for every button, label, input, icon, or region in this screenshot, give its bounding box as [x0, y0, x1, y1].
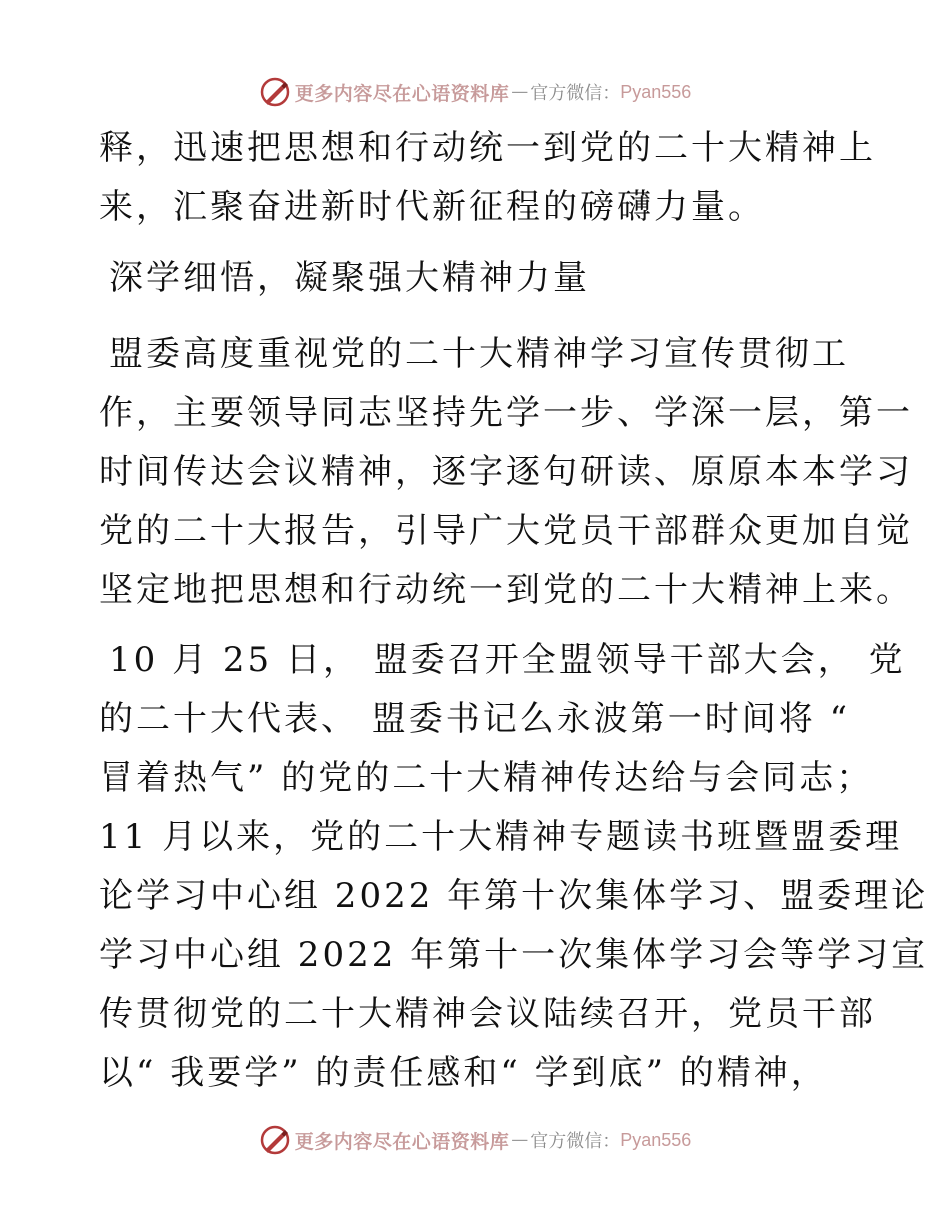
- text-line: 来，汇聚奋进新时代新征程的磅礴力量。: [99, 187, 765, 227]
- text-line: 坚定地把思想和行动统一到党的二十大精神上来。: [99, 570, 913, 610]
- text-line: 盟委高度重视党的二十大精神学习宣传贯彻工: [109, 334, 849, 374]
- text-line: 的二十大代表、 盟委书记么永波第一时间将 “: [99, 699, 850, 739]
- text-line: 冒着热气” 的党的二十大精神传达给与会同志；: [99, 758, 874, 798]
- text-line: 11 月以来，党的二十大精神专题读书班暨盟委理: [99, 817, 903, 857]
- text-line: 学习中心组 2022 年第十一次集体学习会等学习宣: [99, 935, 929, 975]
- watermark-wechat-id: Pyan556: [620, 81, 692, 102]
- text-line: 释，迅速把思想和行动统一到党的二十大精神上: [99, 128, 876, 168]
- watermark-text: 更多内容尽在心语资料库: [294, 82, 510, 105]
- watermark-label: 官方微信：: [530, 1131, 621, 1152]
- text-line: 传贯彻党的二十大精神会议陆续召开，党员干部: [99, 994, 876, 1034]
- text-line: 10 月 25 日， 盟委召开全盟领导干部大会， 党: [109, 640, 906, 680]
- text-line: 党的二十大报告，引导广大党员干部群众更加自觉: [99, 511, 913, 551]
- text-line: 作，主要领导同志坚持先学一步、学深一层，第一: [99, 393, 913, 433]
- watermark-separator: —: [511, 82, 529, 102]
- watermark-wechat-id: Pyan556: [620, 1129, 692, 1150]
- text-line: 以“ 我要学” 的责任感和“ 学到底” 的精神，: [99, 1053, 828, 1093]
- pen-logo-icon: [259, 1124, 291, 1156]
- pen-logo-icon: [259, 76, 291, 108]
- watermark-separator: —: [511, 1130, 529, 1150]
- watermark-label: 官方微信：: [530, 83, 621, 104]
- text-line: 论学习中心组 2022 年第十次集体学习、盟委理论: [99, 876, 929, 916]
- watermark-text: 更多内容尽在心语资料库: [294, 1130, 510, 1153]
- header-watermark: [0, 72, 950, 112]
- text-line: 时间传达会议精神，逐字逐句研读、原原本本学习: [99, 452, 913, 492]
- section-heading: 深学细悟，凝聚强大精神力量: [109, 258, 590, 298]
- footer-watermark: [0, 1120, 950, 1160]
